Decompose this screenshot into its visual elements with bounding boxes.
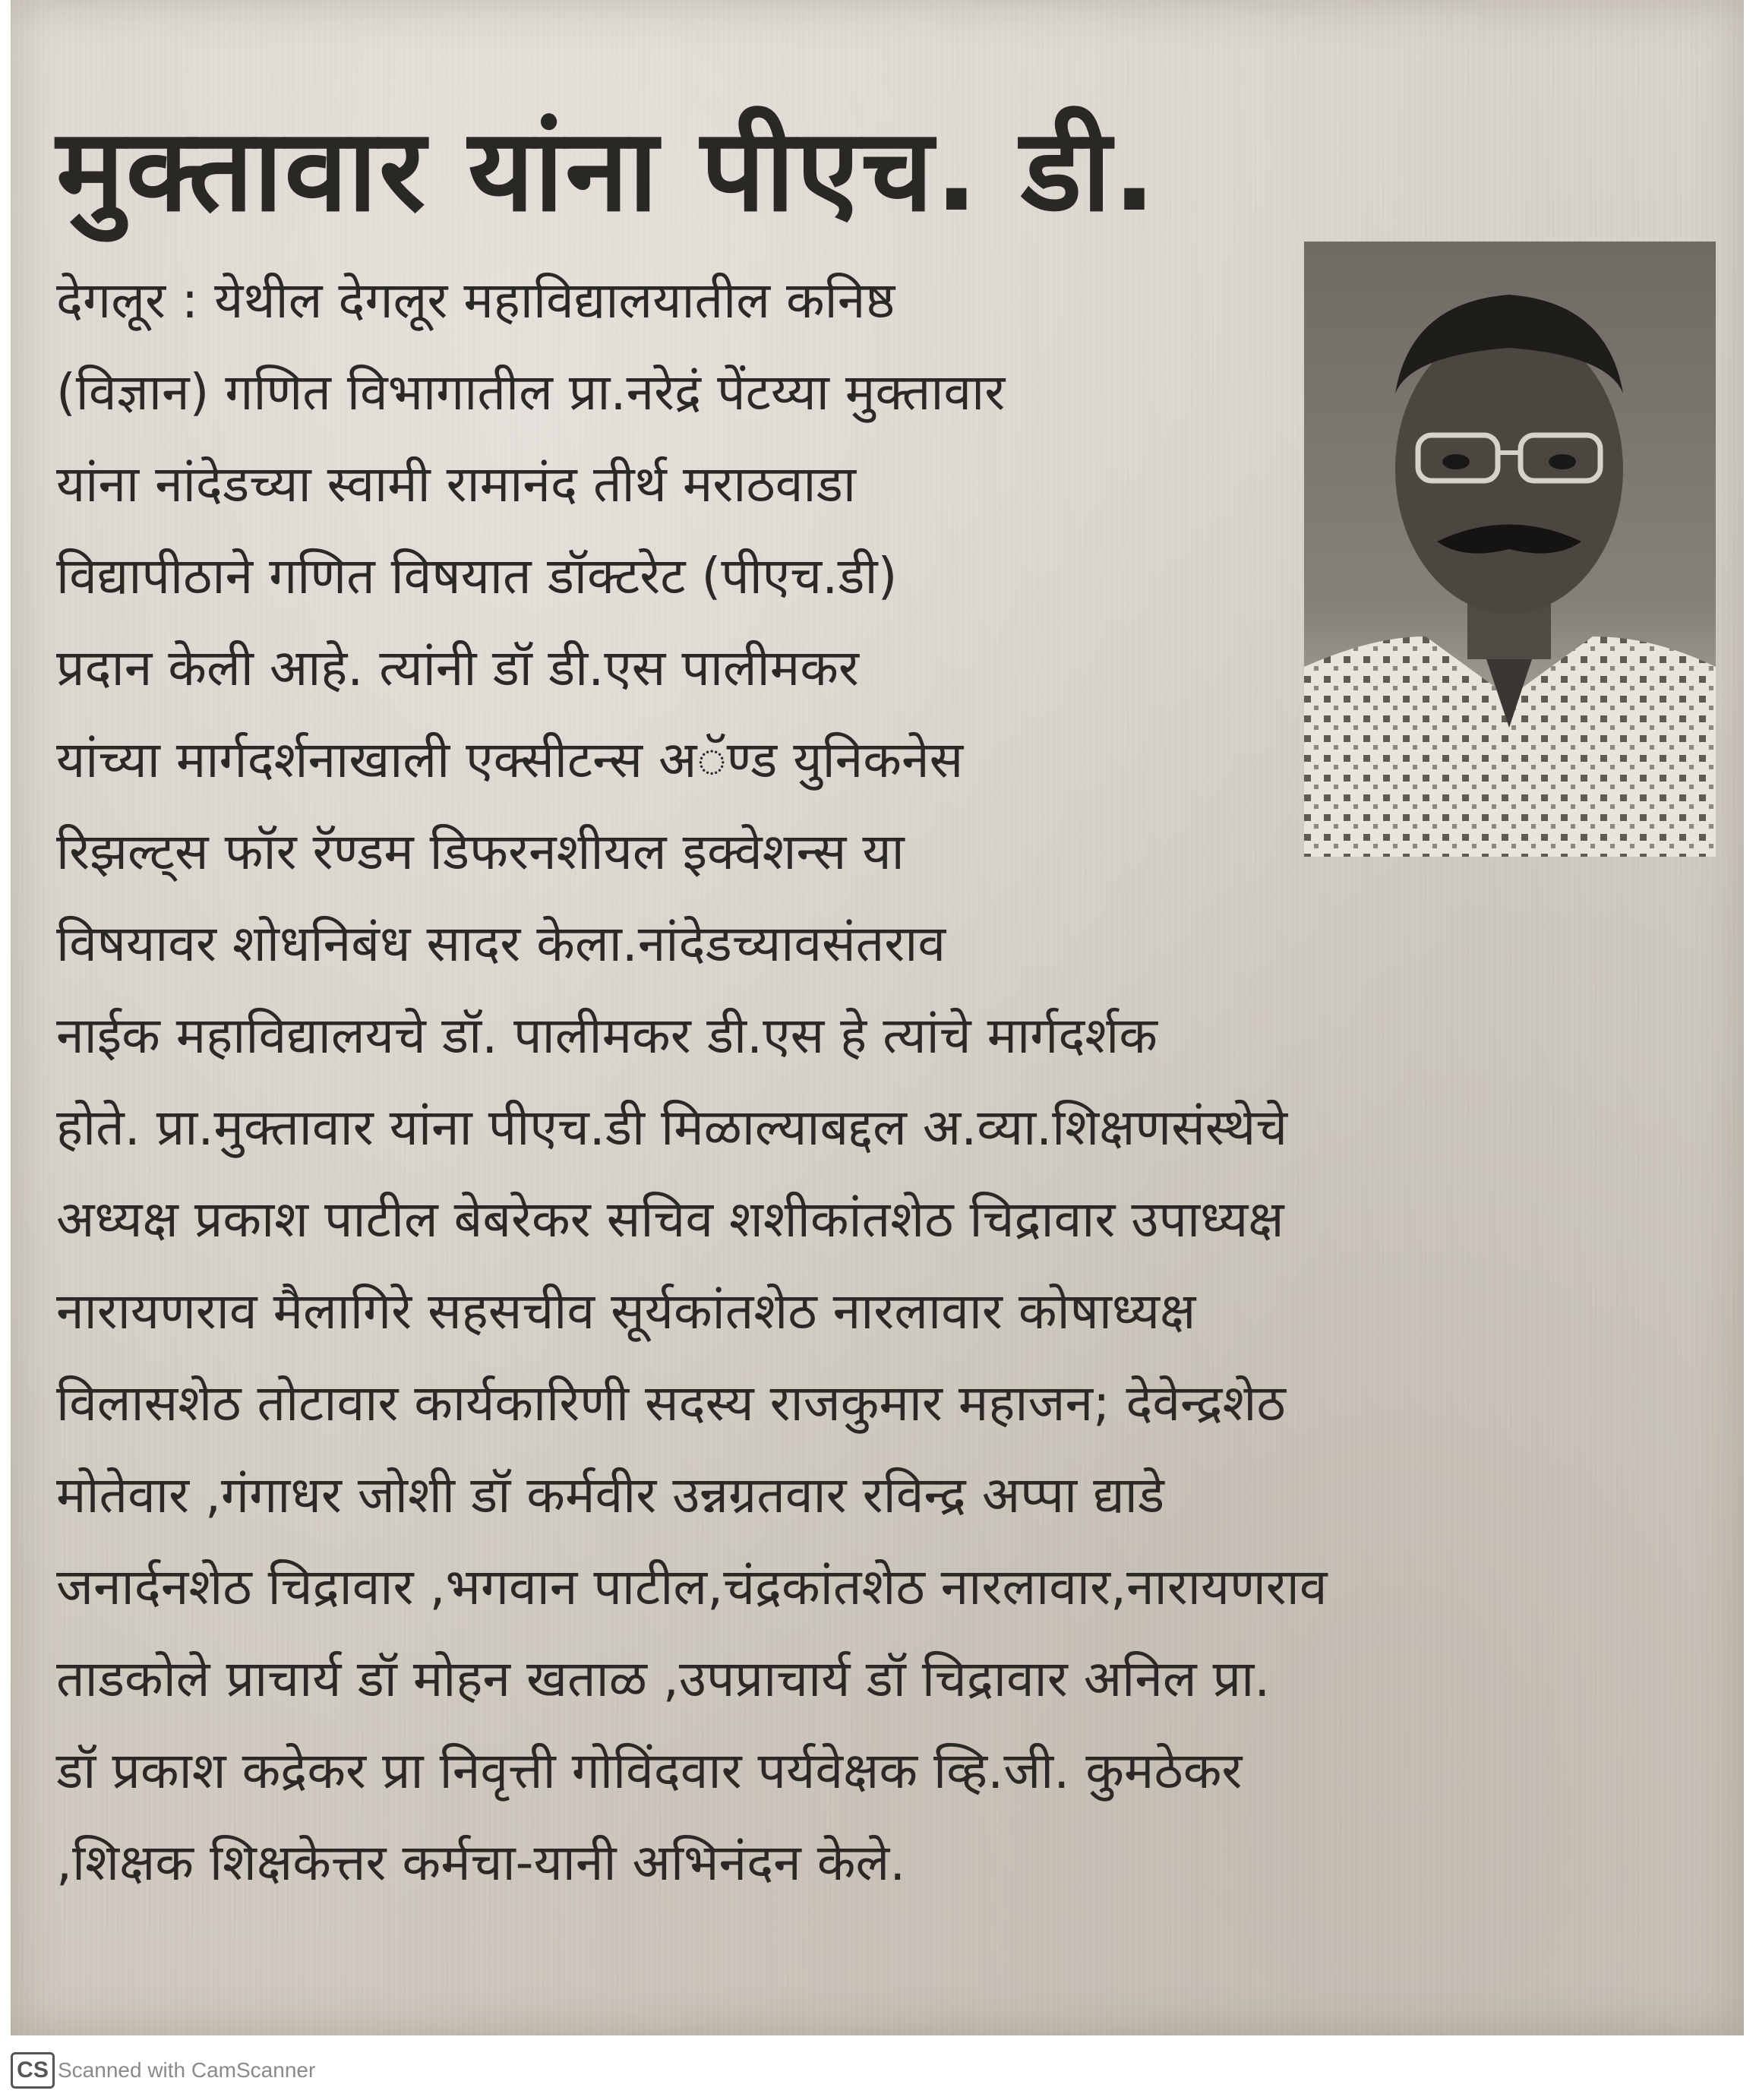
body-line: विद्यापीठाने गणित विषयात डॉक्टरेट (पीएच.डी) bbox=[56, 547, 898, 605]
body-line: यांना नांदेडच्या स्वामी रामानंद तीर्थ मराठवाडा bbox=[56, 455, 856, 513]
body-line: देगलूर : येथील देगलूर महाविद्यालयातील कनिष्ठ bbox=[56, 271, 895, 330]
body-line: ताडकोले प्राचार्य डॉ मोहन खताळ ,उपप्राचार्य डॉ चिद्रावार अनिल प्रा. bbox=[56, 1650, 1271, 1708]
body-line: नारायणराव मैलागिरे सहसचीव सूर्यकांतशेठ नारलावार कोषाध्यक्ष bbox=[56, 1282, 1196, 1341]
body-line: (विज्ञान) गणित विभागातील प्रा.नरेद्रं पेंटय्या मुक्तावार bbox=[56, 363, 1006, 422]
body-line: होते. प्रा.मुक्तावार यांना पीएच.डी मिळाल्याबद्दल अ.व्या.शिक्षणसंस्थेचे bbox=[56, 1098, 1288, 1157]
headline: मुक्तावार यांना पीएच. डी. bbox=[56, 105, 1158, 237]
body-line: अध्यक्ष प्रकाश पाटील बेबरेकर सचिव शशीकांतशेठ चिद्रावार उपाध्यक्ष bbox=[56, 1190, 1284, 1249]
body-line: मोतेवार ,गंगाधर जोशी डॉ कर्मवीर उन्नग्रतवार रविन्द्र अप्पा द्याडे bbox=[56, 1466, 1165, 1524]
body-line: नाईक महाविद्यालयचे डॉ. पालीमकर डी.एस हे त्यांचे मार्गदर्शक bbox=[56, 1006, 1158, 1065]
body-line: जनार्दनशेठ चिद्रावार ,भगवान पाटील,चंद्रकांतशेठ नारलावार,नारायणराव bbox=[56, 1558, 1328, 1616]
article-body bbox=[56, 254, 1727, 1909]
body-line: रिझल्ट्स फॉर रॅण्डम डिफरनशीयल इक्वेशन्स या bbox=[56, 823, 905, 881]
body-line: यांच्या मार्गदर्शनाखाली एक्सीटन्स अॅण्ड युनिकनेस bbox=[56, 731, 964, 789]
body-line: विषयावर शोधनिबंध सादर केला.नांदेडच्यावसंतराव bbox=[56, 914, 946, 973]
body-line: प्रदान केली आहे. त्यांनी डॉ डी.एस पालीमकर bbox=[56, 639, 859, 697]
newspaper-clipping bbox=[11, 0, 1744, 2035]
body-line: डॉ प्रकाश कद्रेकर प्रा निवृत्ती गोविंदवार पर्यवेक्षक व्हि.जी. कुमठेकर bbox=[56, 1742, 1243, 1800]
body-line: ,शिक्षक शिक्षकेत्तर कर्मचा-यानी अभिनंदन केले. bbox=[56, 1833, 906, 1892]
camscanner-logo-icon: CS bbox=[11, 2052, 55, 2089]
scanner-footer bbox=[0, 2035, 1756, 2100]
scanned-with-label: Scanned with CamScanner bbox=[58, 2058, 316, 2082]
body-line: विलासशेठ तोटावार कार्यकारिणी सदस्य राजकुमार महाजन; देवेन्द्रशेठ bbox=[56, 1374, 1286, 1432]
